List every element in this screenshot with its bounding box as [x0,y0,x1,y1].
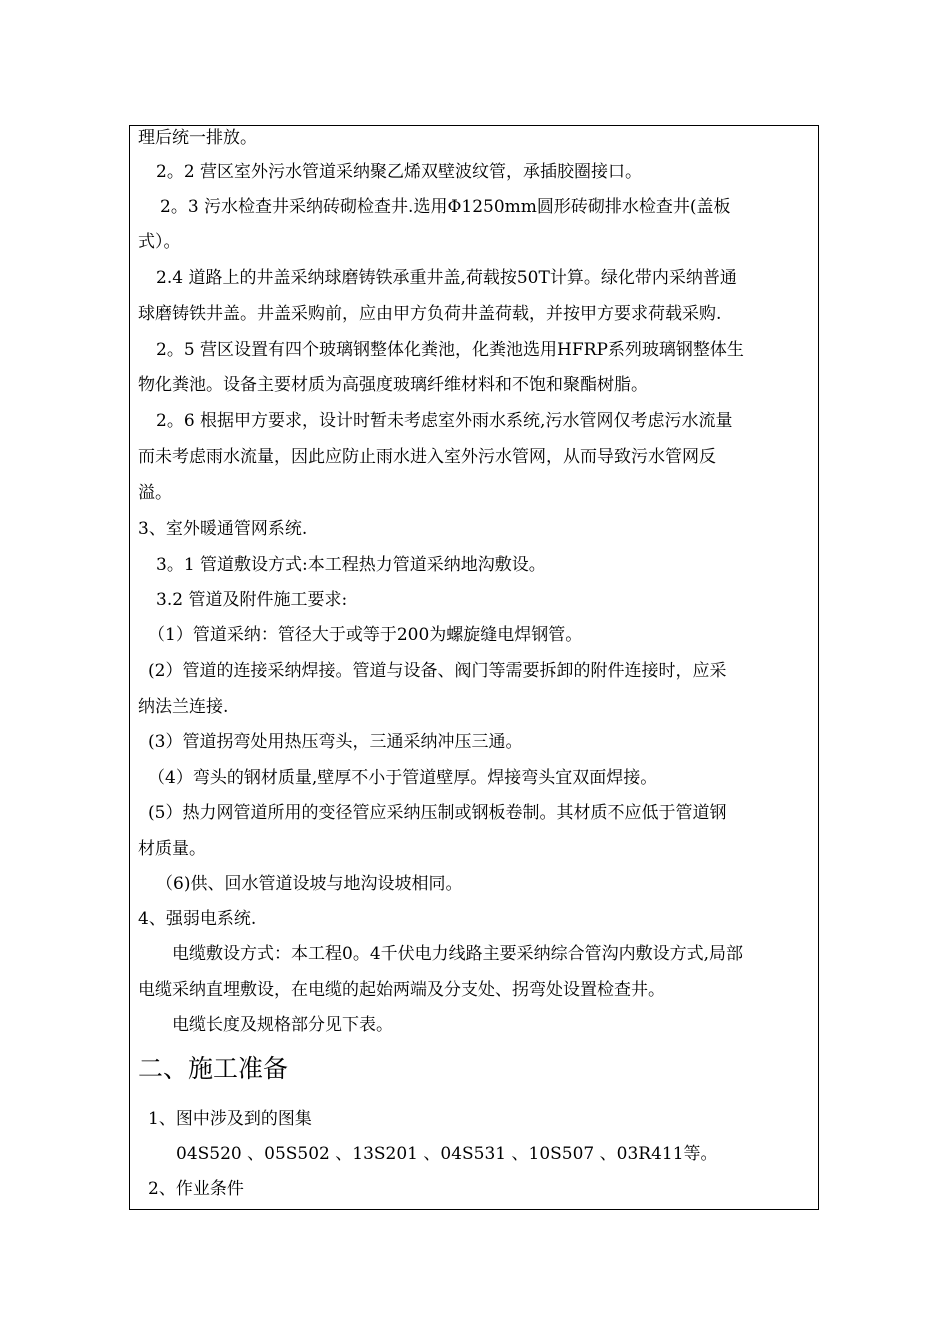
text-line: （6)供、回水管道设坡与地沟设坡相同。 [156,874,463,894]
text-line: 而未考虑雨水流量，因此应防止雨水进入室外污水管网，从而导致污水管网反 [138,447,716,467]
text-line: （1）管道采纳：管径大于或等于200为螺旋缝电焊钢管。 [148,625,583,645]
subsection-title: 2、作业条件 [148,1179,244,1199]
section-heading: 二、施工准备 [138,1054,289,1083]
atlas-code-list: 04S520 、05S502 、13S201 、04S531 、10S507 、03R411等。 [176,1144,718,1164]
text-line: 2.4 道路上的井盖采纳球磨铸铁承重井盖,荷载按50T计算。绿化带内采纳普通 [156,268,737,288]
text-line: 2。5 营区设置有四个玻璃钢整体化粪池，化粪池选用HFRP系列玻璃钢整体生 [156,340,744,360]
text-line: (3）管道拐弯处用热压弯头，三通采纳冲压三通。 [148,732,523,752]
text-line: 溢。 [138,483,172,503]
text-line: 2。6 根据甲方要求，设计时暂未考虑室外雨水系统,污水管网仅考虑污水流量 [156,411,733,431]
text-line: 电缆采纳直埋敷设，在电缆的起始两端及分支处、拐弯处设置检查井。 [138,980,665,1000]
text-line: 式）。 [138,232,181,252]
text-line: 电缆长度及规格部分见下表。 [172,1015,393,1035]
text-line: 电缆敷设方式：本工程0。4千伏电力线路主要采纳综合管沟内敷设方式,局部 [172,944,744,964]
text-line: 理后统一排放。 [138,128,257,148]
text-line: 4、强弱电系统. [138,909,257,929]
text-line: （4）弯头的钢材质量,壁厚不小于管道壁厚。焊接弯头宜双面焊接。 [148,768,658,788]
text-line: 物化粪池。设备主要材质为高强度玻璃纤维材料和不饱和聚酯树脂。 [138,375,648,395]
text-line: 2。3 污水检查井采纳砖砌检查井.选用Φ1250mm圆形砖砌排水检查井(盖板 [160,197,731,217]
subsection-title: 1、图中涉及到的图集 [148,1109,312,1129]
text-line: (5）热力网管道所用的变径管应采纳压制或钢板卷制。其材质不应低于管道钢 [148,803,727,823]
text-line: 3、室外暖通管网系统. [138,519,308,539]
text-line: 纳法兰连接. [138,697,229,717]
text-line: 球磨铸铁井盖。井盖采购前，应由甲方负荷井盖荷载，并按甲方要求荷载采购. [138,304,722,324]
text-line: 材质量。 [138,839,206,859]
text-line: 2。2 营区室外污水管道采纳聚乙烯双壁波纹管，承插胶圈接口。 [156,162,643,182]
text-line: (2）管道的连接采纳焊接。管道与设备、阀门等需要拆卸的附件连接时，应采 [148,661,727,681]
text-line: 3。1 管道敷设方式:本工程热力管道采纳地沟敷设。 [156,555,546,575]
text-line: 3.2 管道及附件施工要求: [156,590,348,610]
